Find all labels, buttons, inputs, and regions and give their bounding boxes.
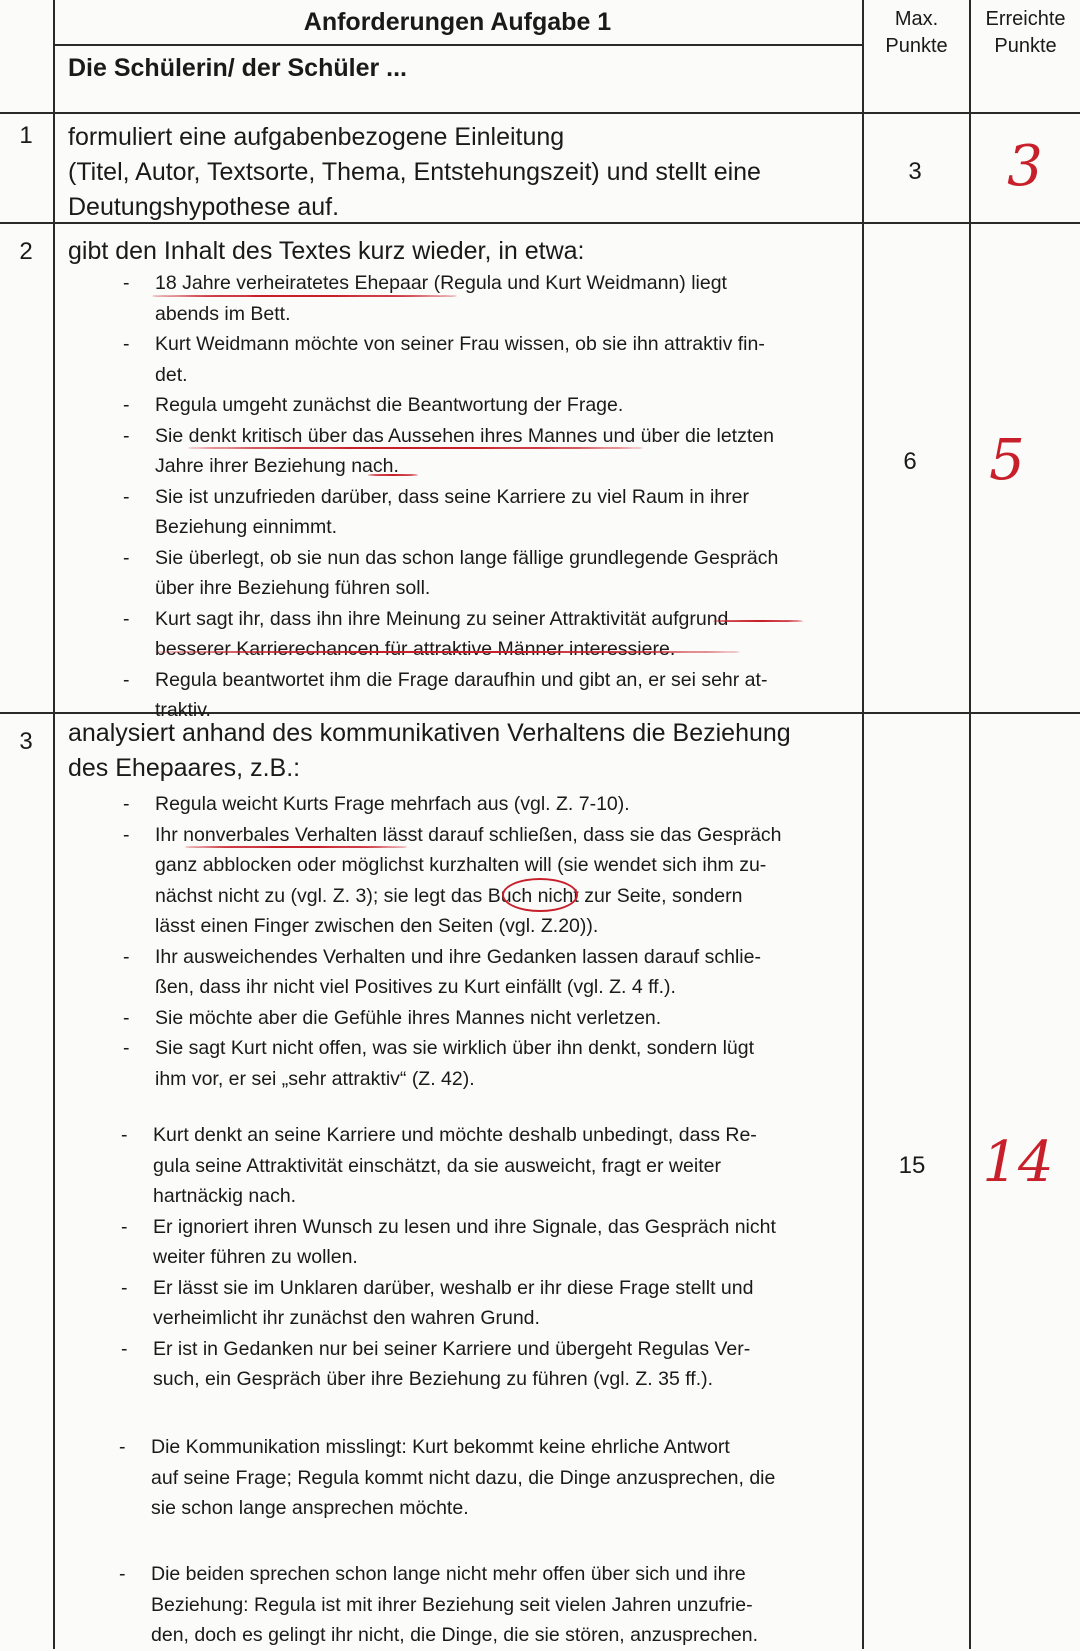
list-item-line: besserer Karrierechancen für attraktive Männer interessiere.	[155, 638, 676, 660]
list-item	[153, 1334, 855, 1395]
list-item	[155, 543, 855, 604]
list-item	[155, 789, 855, 820]
criterion-text: formuliert eine aufgabenbezogene Einleitung (Titel, Autor, Textsorte, Thema, Entstehungszeit) und stellt eine Deutungshypothese auf.	[68, 123, 761, 221]
list-item	[155, 390, 855, 421]
list-item-line: - Sie denkt kritisch über das Aussehen ihres Mannes und über die letzten	[155, 424, 774, 447]
grid-line	[969, 0, 971, 1649]
list-item	[153, 1212, 855, 1273]
list-item-line: - Kurt denkt an seine Karriere und möchte deshalb unbedingt, dass Re-	[153, 1124, 757, 1146]
list-item	[153, 1120, 855, 1212]
grid-line	[0, 112, 1080, 114]
list-item-line: - Regula umgeht zunächst die Beantwortung der Frage.	[155, 394, 624, 416]
grid-line	[53, 44, 863, 46]
list-item-line: - Ihr ausweichendes Verhalten und ihre Gedanken lassen darauf schlie-	[155, 945, 761, 968]
list-item-line: - Regula weicht Kurts Frage mehrfach aus (vgl. Z. 7-10).	[155, 793, 630, 815]
list-item	[151, 1559, 855, 1651]
list-item-line: über ihre Beziehung führen soll.	[155, 577, 431, 599]
list-item-line: ihm vor, er sei „sehr attraktiv“ (Z. 42).	[155, 1067, 475, 1090]
list-item	[155, 1003, 855, 1034]
list-item-line: - Sie möchte aber die Gefühle ihres Mannes nicht verletzen.	[155, 1006, 662, 1029]
list-item-line: Jahre ihrer Beziehung nach.	[155, 455, 399, 477]
list-item-line: - Regula beantwortet ihm die Frage daraufhin und gibt an, er sei sehr at-	[155, 668, 768, 691]
grid-line	[862, 0, 864, 1649]
red-circle-mark	[502, 878, 578, 912]
criterion-list	[155, 789, 855, 1094]
list-item-line: - Die Kommunikation misslingt: Kurt bekommt keine ehrliche Antwort	[151, 1436, 730, 1458]
achieved-points-handwritten: 5	[989, 428, 1025, 493]
red-underline	[185, 846, 407, 848]
list-item-line: nächst nicht zu (vgl. Z. 3); sie legt das Buch nicht zur Seite, sondern	[155, 884, 743, 907]
red-underline	[368, 474, 418, 476]
list-item	[155, 942, 855, 1003]
list-item	[151, 1432, 855, 1524]
criterion-list	[155, 268, 855, 726]
criterion-list	[151, 1559, 855, 1651]
max-points: 15	[898, 1152, 926, 1179]
list-item	[155, 268, 855, 329]
list-item-line: auf seine Frage; Regula kommt nicht dazu, die Dinge anzusprechen, die	[151, 1466, 776, 1489]
achieved-points-handwritten: 3	[1007, 134, 1043, 199]
list-item-line: ßen, dass ihr nicht viel Positives zu Kurt einfällt (vgl. Z. 4 ff.).	[155, 976, 676, 998]
list-item-line: traktiv.	[155, 699, 211, 721]
list-item-line: Beziehung einnimmt.	[155, 516, 338, 538]
red-underline	[152, 295, 457, 297]
list-item-line: - Er ist in Gedanken nur bei seiner Karriere und übergeht Regulas Ver-	[153, 1337, 751, 1360]
row-number: 3	[19, 728, 33, 755]
list-item-line: - Er ignoriert ihren Wunsch zu lesen und ihre Signale, das Gespräch nicht	[153, 1215, 776, 1238]
list-item-line: hartnäckig nach.	[153, 1185, 297, 1207]
list-item-line: lässt einen Finger zwischen den Seiten (vgl. Z.20)).	[155, 915, 599, 937]
list-item-line: - Sie überlegt, ob sie nun das schon lange fällige grundlegende Gespräch	[155, 546, 779, 569]
list-item	[155, 604, 855, 665]
list-item-line: det.	[155, 363, 188, 386]
red-underline	[155, 651, 740, 653]
list-item-line: - 18 Jahre verheiratetes Ehepaar (Regula und Kurt Weidmann) liegt	[155, 272, 727, 294]
red-underline	[713, 620, 803, 622]
grid-line	[53, 0, 55, 1649]
list-item-line: - Sie ist unzufrieden darüber, dass seine Karriere zu viel Raum in ihrer	[155, 485, 749, 508]
list-item-line: - Kurt Weidmann möchte von seiner Frau wissen, ob sie ihn attraktiv fin-	[155, 333, 765, 355]
achieved-points-header: Erreichte Punkte	[985, 8, 1066, 57]
list-item-line: - Kurt sagt ihr, dass ihn ihre Meinung zu seiner Attraktivität aufgrund	[155, 607, 729, 630]
criterion-text: analysiert anhand des kommunikativen Verhaltens die Beziehung des Ehepaares, z.B.:	[68, 719, 791, 782]
list-item-line: - Ihr nonverbales Verhalten lässt darauf schließen, dass sie das Gespräch	[155, 823, 782, 846]
list-item-line: den, doch es gelingt ihr nicht, die Dinge, die sie stören, anzusprechen.	[151, 1624, 759, 1646]
criterion-list	[151, 1432, 855, 1524]
max-points: 6	[903, 448, 917, 475]
list-item	[155, 820, 855, 942]
achieved-points-handwritten: 14	[982, 1130, 1054, 1195]
criterion-list	[153, 1120, 855, 1395]
list-item-line: ganz abblocken oder möglichst kurzhalten will (sie wendet sich ihm zu-	[155, 854, 767, 876]
criterion-text: gibt den Inhalt des Textes kurz wieder, in etwa:	[68, 237, 585, 265]
max-points: 3	[908, 158, 922, 185]
table-title: Anforderungen Aufgabe 1	[303, 8, 612, 36]
list-item-line: - Sie sagt Kurt nicht offen, was sie wirklich über ihn denkt, sondern lügt	[155, 1037, 755, 1059]
row-number: 2	[19, 238, 33, 265]
list-item	[155, 482, 855, 543]
row-number: 1	[19, 122, 33, 149]
list-item-line: - Er lässt sie im Unklaren darüber, weshalb er ihr diese Frage stellt und	[153, 1276, 754, 1299]
list-item-line: sie schon lange ansprechen möchte.	[151, 1497, 469, 1519]
list-item-line: such, ein Gespräch über ihre Beziehung zu führen (vgl. Z. 35 ff.).	[153, 1368, 714, 1390]
list-item	[155, 1033, 855, 1094]
list-item-line: gula seine Attraktivität einschätzt, da sie ausweicht, fragt er weiter	[153, 1154, 721, 1177]
max-points-header: Max. Punkte	[885, 8, 948, 57]
red-underline	[188, 447, 643, 449]
list-item	[155, 421, 855, 482]
list-item-line: abends im Bett.	[155, 302, 291, 325]
list-item	[153, 1273, 855, 1334]
table-subtitle: Die Schülerin/ der Schüler ...	[68, 54, 407, 82]
list-item-line: - Die beiden sprechen schon lange nicht mehr offen über sich und ihre	[151, 1563, 746, 1585]
list-item-line: verheimlicht ihr zunächst den wahren Grund.	[153, 1307, 540, 1329]
list-item-line: weiter führen zu wollen.	[153, 1246, 358, 1268]
list-item-line: Beziehung: Regula ist mit ihrer Beziehung seit vielen Jahren unzufrie-	[151, 1593, 753, 1616]
list-item	[155, 329, 855, 390]
